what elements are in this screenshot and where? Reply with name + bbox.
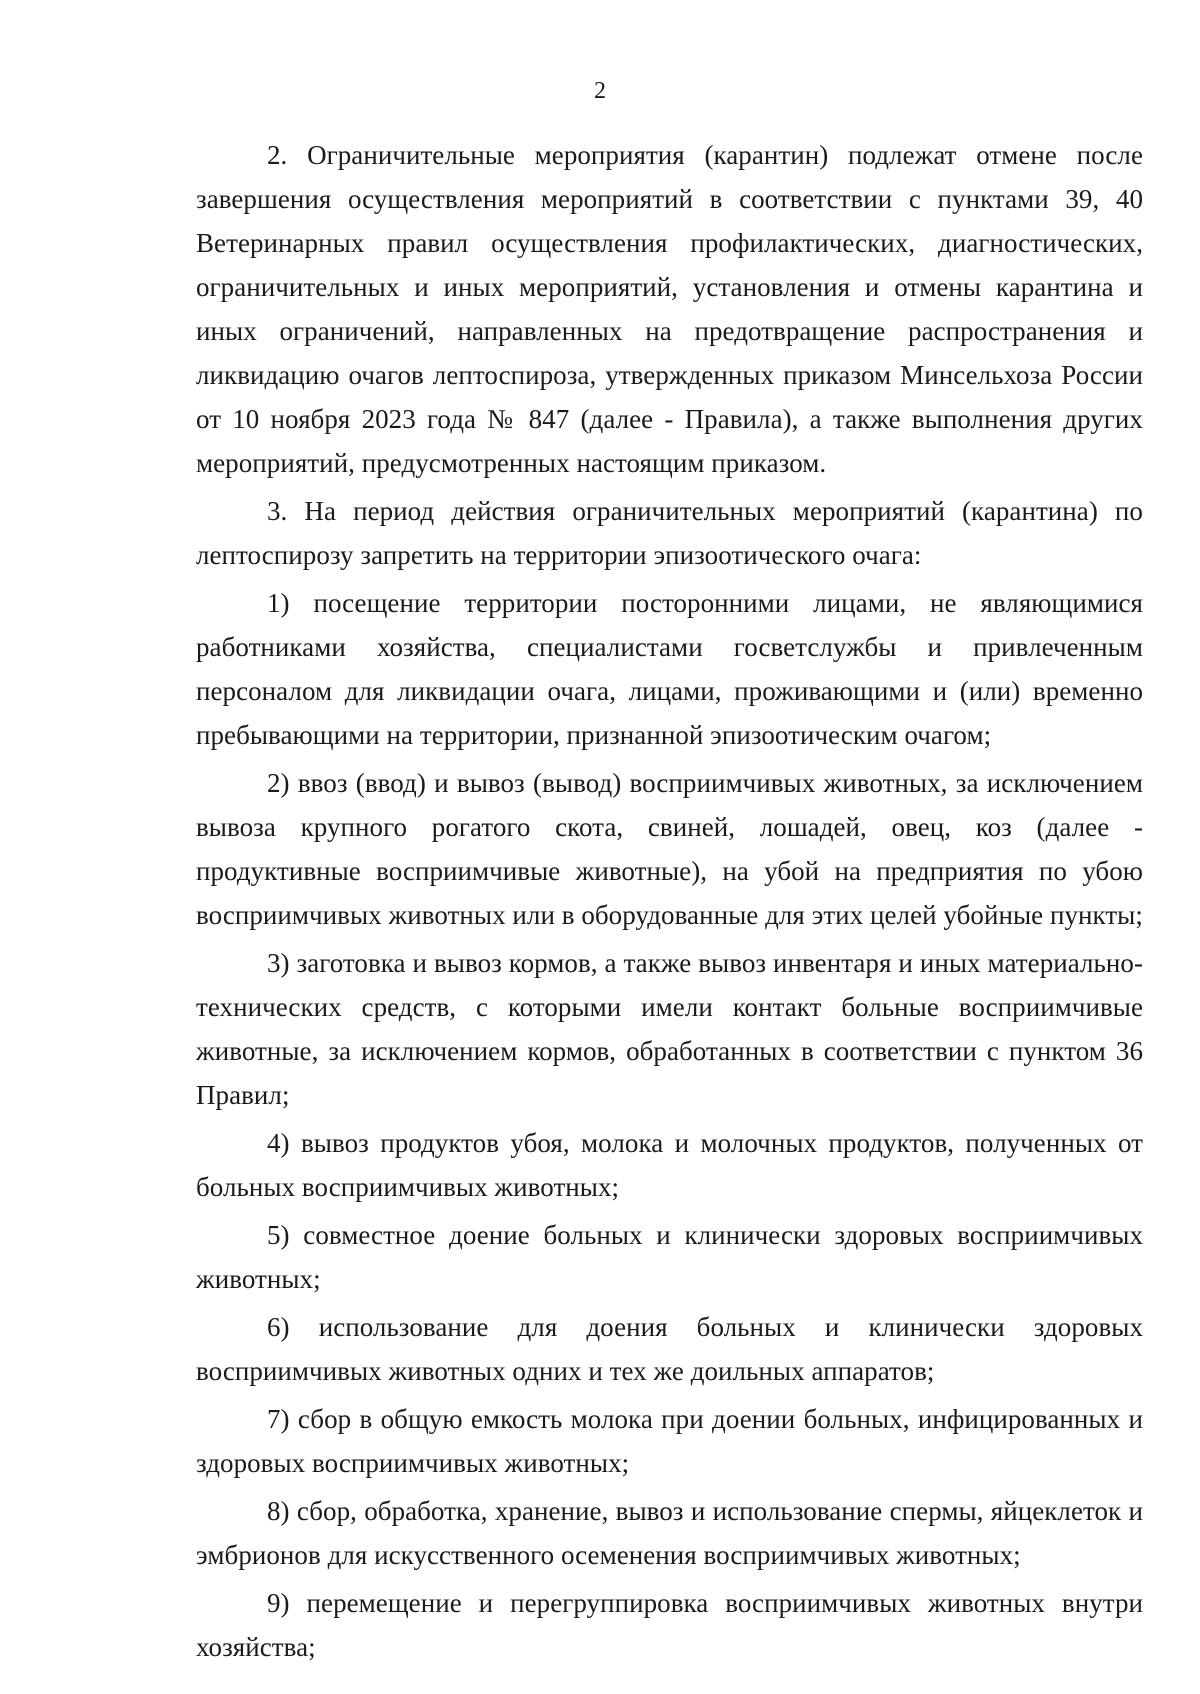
list-item-3: 3) заготовка и вывоз кормов, а также вывоз инвентаря и иных материально-технических средств, с которыми имели контакт больные восприимчивые животные, за исключением кормов, обработанных в соответствии с пунктом 36 Правил; bbox=[196, 948, 1143, 1110]
paragraph-item-2: 2. Ограничительные мероприятия (карантин) подлежат отмене после завершения осуществления мероприятий в соответствии с пунктами 39, 40 Ветеринарных правил осуществления профилактических, диагностических, ограничительных и иных мероприятий, установления и отмены карантина и иных ограничений, направленных на предотвращение распространения и ликвидацию очагов лептоспироза, утвержденных приказом Минсельхоза России от 10 ноября 2023 года № 847 (далее - Правила), а также выполнения других мероприятий, предусмотренных настоящим приказом. bbox=[196, 140, 1143, 478]
list-item-9: 9) перемещение и перегруппировка восприимчивых животных внутри хозяйства; bbox=[196, 1588, 1143, 1662]
document-body bbox=[196, 133, 1143, 1673]
list-item-4: 4) вывоз продуктов убоя, молока и молочных продуктов, полученных от больных восприимчивых животных; bbox=[196, 1128, 1143, 1202]
list-item-5: 5) совместное доение больных и клинически здоровых восприимчивых животных; bbox=[196, 1220, 1143, 1294]
list-item-1: 1) посещение территории посторонними лицами, не являющимися работниками хозяйства, специалистами госветслужбы и привлеченным персоналом для ликвидации очага, лицами, проживающими и (или) временно пребывающими на территории, признанной эпизоотическим очагом; bbox=[196, 588, 1143, 750]
list-item-8: 8) сбор, обработка, хранение, вывоз и использование спермы, яйцеклеток и эмбрионов для искусственного осеменения восприимчивых животных; bbox=[196, 1496, 1143, 1570]
list-item-6: 6) использование для доения больных и клинически здоровых восприимчивых животных одних и тех же доильных аппаратов; bbox=[196, 1312, 1143, 1386]
list-item-7: 7) сбор в общую емкость молока при доении больных, инфицированных и здоровых восприимчивых животных; bbox=[196, 1404, 1143, 1478]
page-number: 2 bbox=[594, 78, 606, 104]
paragraph-item-3: 3. На период действия ограничительных мероприятий (карантина) по лептоспирозу запретить на территории эпизоотического очага: bbox=[196, 496, 1143, 570]
list-item-2: 2) ввоз (ввод) и вывоз (вывод) восприимчивых животных, за исключением вывоза крупного рогатого скота, свиней, лошадей, овец, коз (далее - продуктивные восприимчивые животные), на убой на предприятия по убою восприимчивых животных или в оборудованные для этих целей убойные пункты; bbox=[196, 768, 1143, 930]
